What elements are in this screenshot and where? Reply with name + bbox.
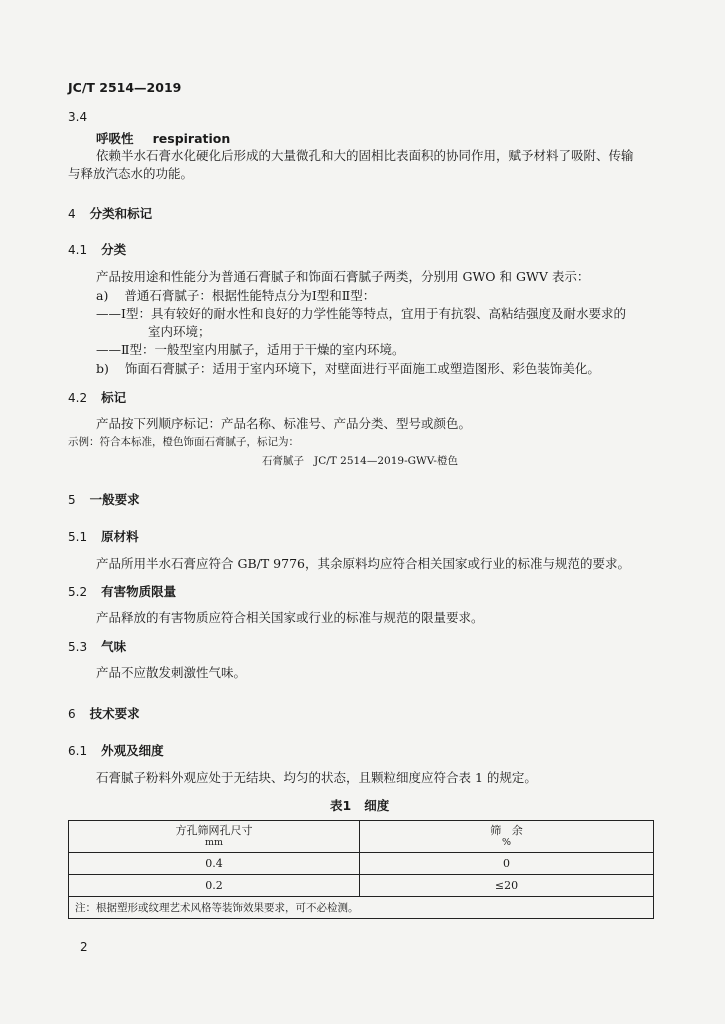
subsection-number: 5.2 [68, 585, 88, 599]
section-title: 一般要求 [89, 492, 140, 507]
subsection-title: 标记 [101, 390, 127, 405]
term-definition-line: 依赖半水石膏水化硬化后形成的大量微孔和大的固相比表面积的协同作用，赋予材料了吸附、传输 [96, 148, 634, 163]
term-heading [96, 128, 230, 147]
residue-cell: 0 [360, 853, 654, 875]
example-text: 示例：符合本标准，橙色饰面石膏腻子，标记为： [68, 436, 299, 448]
paragraph: 石膏腻子粉料外观应处于无结块、均匀的状态，且颗粒细度应符合表 1 的规定。 [96, 770, 537, 785]
page-number: 2 [80, 940, 88, 954]
paragraph: 产品按下列顺序标记：产品名称、标准号、产品分类、型号或颜色。 [96, 416, 472, 431]
subsection-heading [68, 741, 164, 759]
marking-example: 石膏腻子 JC/T 2514—2019-GWV-橙色 [262, 455, 458, 467]
section-number: 4 [68, 207, 76, 221]
table-row [69, 853, 654, 875]
section-number: 5 [68, 493, 76, 507]
clause-number: 3.4 [68, 110, 88, 124]
list-text: 饰面石膏腻子：适用于室内环境下，对壁面进行平面施工或塑造图形、彩色装饰美化。 [124, 361, 600, 376]
subsection-title: 分类 [101, 242, 127, 257]
subsection-title: 气味 [101, 639, 127, 654]
term-cn: 呼吸性 [96, 131, 134, 146]
mesh-size-cell: 0.4 [69, 853, 360, 875]
list-item [96, 286, 375, 304]
section-title: 技术要求 [89, 706, 140, 721]
subsection-title: 外观及细度 [101, 743, 164, 758]
subsection-heading [68, 582, 176, 600]
section-heading [68, 204, 152, 222]
subsection-number: 5.1 [68, 530, 88, 544]
table-header-row [69, 821, 654, 853]
paragraph: 产品按用途和性能分为普通石膏腻子和饰面石膏腻子两类，分别用 GWO 和 GWV 表示： [96, 269, 590, 284]
subsection-number: 4.2 [68, 391, 88, 405]
subsection-title: 有害物质限量 [101, 584, 177, 599]
header-label: 筛 余 [490, 824, 523, 837]
subsection-heading [68, 388, 126, 406]
paragraph: 产品所用半水石膏应符合 GB/T 9776，其余原料均应符合相关国家或行业的标准与规范的要求。 [96, 556, 630, 571]
table-caption: 表1 细度 [330, 798, 390, 813]
mesh-size-cell: 0.2 [69, 875, 360, 897]
subsection-number: 6.1 [68, 744, 88, 758]
header-cell-mesh [69, 821, 360, 853]
paragraph: 产品不应散发刺激性气味。 [96, 665, 247, 680]
header-unit: mm [204, 837, 224, 848]
table-row [69, 875, 654, 897]
header-unit: % [501, 837, 512, 848]
section-heading [68, 490, 140, 508]
subsection-title: 原材料 [101, 529, 139, 544]
subsection-heading [68, 240, 126, 258]
table-note: 注：根据塑形或纹理艺术风格等装饰效果要求，可不必检测。 [69, 897, 654, 919]
header-label: 方孔筛网孔尺寸 [175, 824, 253, 837]
doc-number: JC/T 2514—2019 [68, 80, 182, 95]
section-number: 6 [68, 707, 76, 721]
list-text: 普通石膏腻子：根据性能特点分为Ⅰ型和Ⅱ型： [124, 288, 376, 303]
dash-item: ——Ⅱ型：一般型室内用腻子，适用于干燥的室内环境。 [96, 342, 405, 357]
term-en: respiration [152, 131, 231, 146]
section-heading [68, 704, 140, 722]
subsection-number: 5.3 [68, 640, 88, 654]
list-marker: a) [96, 288, 109, 303]
dash-item: ——Ⅰ型：具有较好的耐水性和良好的力学性能等特点，宜用于有抗裂、高粘结强度及耐水要求的 [96, 306, 626, 321]
fineness-table [68, 820, 654, 919]
dash-item-continuation: 室内环境； [148, 324, 211, 339]
residue-cell: ≤20 [360, 875, 654, 897]
list-marker: b) [96, 361, 109, 376]
list-item [96, 359, 600, 377]
subsection-number: 4.1 [68, 243, 88, 257]
term-definition-line: 与释放汽态水的功能。 [68, 166, 194, 181]
section-title: 分类和标记 [89, 206, 153, 221]
paragraph: 产品释放的有害物质应符合相关国家或行业的标准与规范的限量要求。 [96, 610, 484, 625]
subsection-heading [68, 637, 126, 655]
table-note-row [69, 897, 654, 919]
header-cell-residue [360, 821, 654, 853]
subsection-heading [68, 527, 139, 545]
